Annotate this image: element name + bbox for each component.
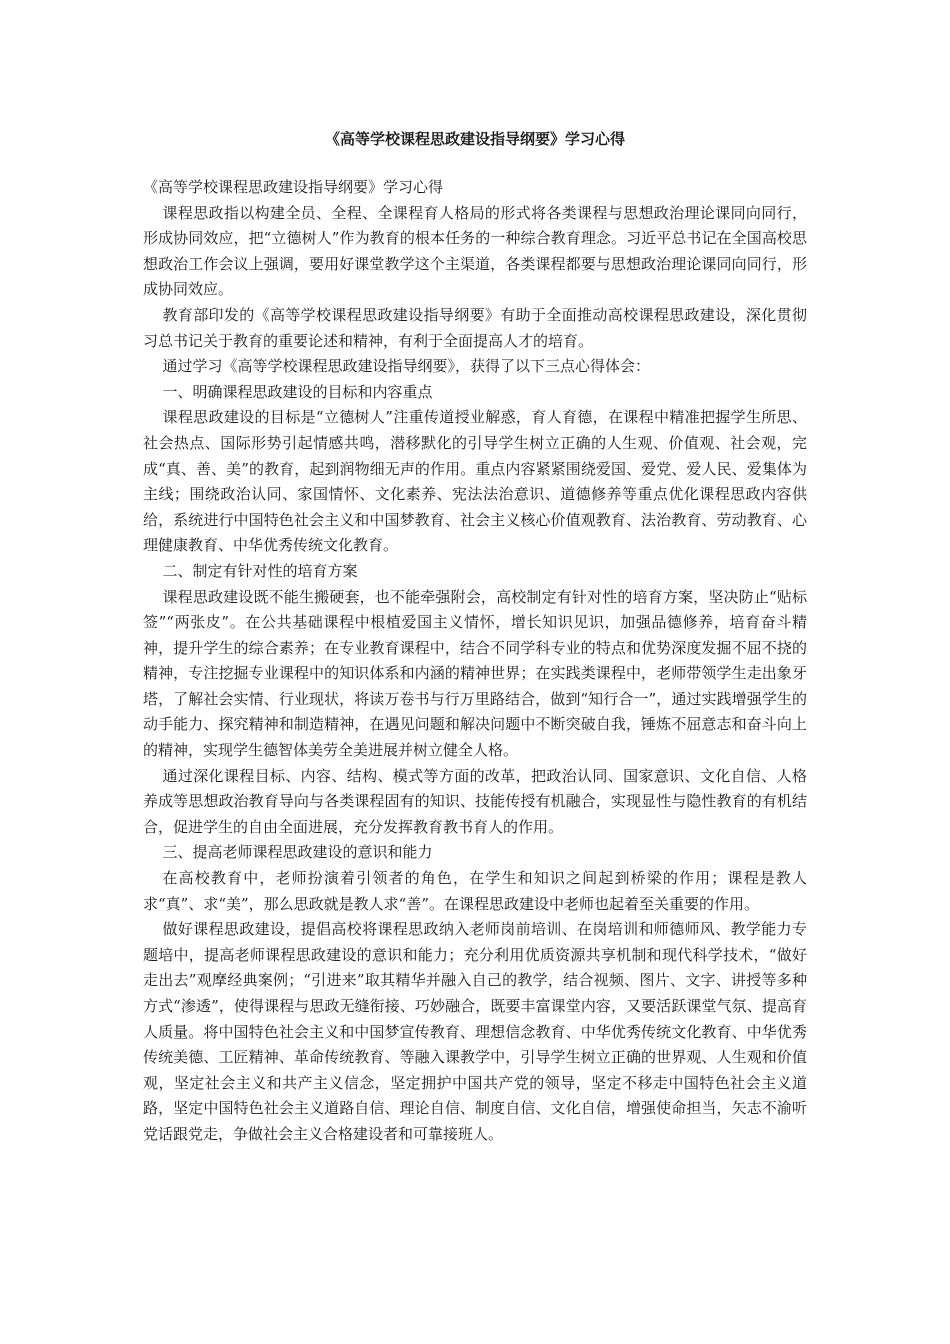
- paragraph: 教育部印发的《高等学校课程思政建设指导纲要》有助于全面推动高校课程思政建设，深化贯彻习总书记关于教育的重要论述和精神，有利于全面提高人才的培育。: [143, 305, 807, 350]
- paragraph: 通过深化课程目标、内容、结构、模式等方面的改革，把政治认同、国家意识、文化自信、人格养成等思想政治教育导向与各类课程固有的知识、技能传授有机融合，实现显性与隐性教育的有机结合，促进学生的自由全面进展，充分发挥教育教书育人的作用。: [143, 766, 807, 836]
- paragraph: 课程思政建设的目标是“立德树人”注重传道授业解惑，育人育德，在课程中精准把握学生所思、社会热点、国际形势引起情感共鸣，潜移默化的引导学生树立正确的人生观、价值观、社会观，完成“真、善、美”的教育，起到润物细无声的作用。重点内容紧紧围绕爱国、爱党、爱人民、爱集体为主线；围绕政治认同、家国情怀、文化素养、宪法法治意识、道德修养等重点优化课程思政内容供给，系统进行中国特色社会主义和中国梦教育、社会主义核心价值观教育、法治教育、劳动教育、心理健康教育、中华优秀传统文化教育。: [143, 408, 807, 555]
- paragraph: 通过学习《高等学校课程思政建设指导纲要》，获得了以下三点心得体会：: [162, 357, 651, 376]
- paragraph: 课程思政指以构建全员、全程、全课程育人格局的形式将各类课程与思想政治理论课同向同行，形成协同效应，把“立德树人”作为教育的根本任务的一种综合教育理念。习近平总书记在全国高校思想政治工作会议上强调，要用好课堂教学这个主渠道，各类课程都要与思想政治理论课同向同行，形成协同效应。: [143, 203, 807, 299]
- paragraph: 课程思政建设既不能生搬硬套，也不能牵强附会，高校制定有针对性的培育方案，坚决防止“贴标签”“两张皮”。在公共基础课程中根植爱国主义情怀，增长知识见识，加强品德修养，培育奋斗精神，提升学生的综合素养；在专业教育课程中，结合不同学科专业的特点和优势深度发掘不屈不挠的精神，专注挖掘专业课程中的知识体系和内涵的精神世界；在实践类课程中，老师带领学生走出象牙塔，了解社会实情、行业现状，将读万卷书与行万里路结合，做到“知行合一”，通过实践增强学生的动手能力、探究精神和制造精神，在遇见问题和解决问题中不断突破自我，锤炼不屈意志和奋斗向上的精神，实现学生德智体美劳全美进展并树立健全人格。: [143, 587, 807, 760]
- section-heading: 三、提高老师课程思政建设的意识和能力: [162, 843, 433, 862]
- document-title: 《高等学校课程思政建设指导纲要》学习心得: [324, 130, 625, 148]
- body-heading: 《高等学校课程思政建设指导纲要》学习心得: [143, 178, 444, 196]
- section-heading: 一、明确课程思政建设的目标和内容重点: [162, 382, 433, 401]
- paragraph: 在高校教育中，老师扮演着引领者的角色，在学生和知识之间起到桥梁的作用；课程是教人求“真”、求“美”，那么思政就是教人求“善”。在课程思政建设中老师也起着至关重要的作用。: [143, 869, 807, 913]
- paragraph: 做好课程思政建设，提倡高校将课程思政纳入老师岗前培训、在岗培训和师德师风、教学能力专题培中，提高老师课程思政建设的意识和能力；充分利用优质资源共享机制和现代科学技术，“做好走出去”观摩经典案例；“引进来”取其精华并融入自己的教学，结合视频、图片、文字、讲授等多种方式“渗透”，使得课程与思政无缝衔接、巧妙融合，既要丰富课堂内容，又要活跃课堂气氛、提高育人质量。将中国特色社会主义和中国梦宣传教育、理想信念教育、中华优秀传统文化教育、中华优秀传统美德、工匠精神、革命传统教育、等融入课教学中，引导学生树立正确的世界观、人生观和价值观，坚定社会主义和共产主义信念，坚定拥护中国共产党的领导，坚定不移走中国特色社会主义道路，坚定中国特色社会主义道路自信、理论自信、制度自信、文化自信，增强使命担当，矢志不渝听党话跟党走，争做社会主义合格建设者和可靠接班人。: [143, 920, 807, 1143]
- section-heading: 二、制定有针对性的培育方案: [162, 561, 358, 580]
- document-body: [143, 175, 807, 1148]
